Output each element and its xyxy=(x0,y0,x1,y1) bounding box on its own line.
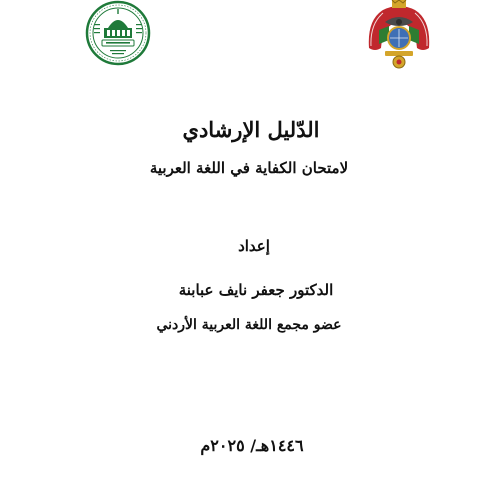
author-name: الدكتور جعفر نايف عبابنة xyxy=(178,281,334,299)
academy-seal-logo xyxy=(78,0,158,66)
coat-of-arms-logo xyxy=(363,0,435,70)
coat-of-arms-icon xyxy=(363,0,435,70)
document-subtitle: لامتحان الكفاية في اللغة العربية xyxy=(149,159,349,177)
prepared-by-label: إعداد xyxy=(238,237,270,255)
academy-seal-icon xyxy=(78,0,158,66)
document-title: الدّليل الإرشادي xyxy=(182,117,320,142)
publication-date: ١٤٤٦هـ/ ٢٠٢٥م xyxy=(200,436,304,455)
author-affiliation: عضو مجمع اللغة العربية الأردني xyxy=(156,317,342,333)
